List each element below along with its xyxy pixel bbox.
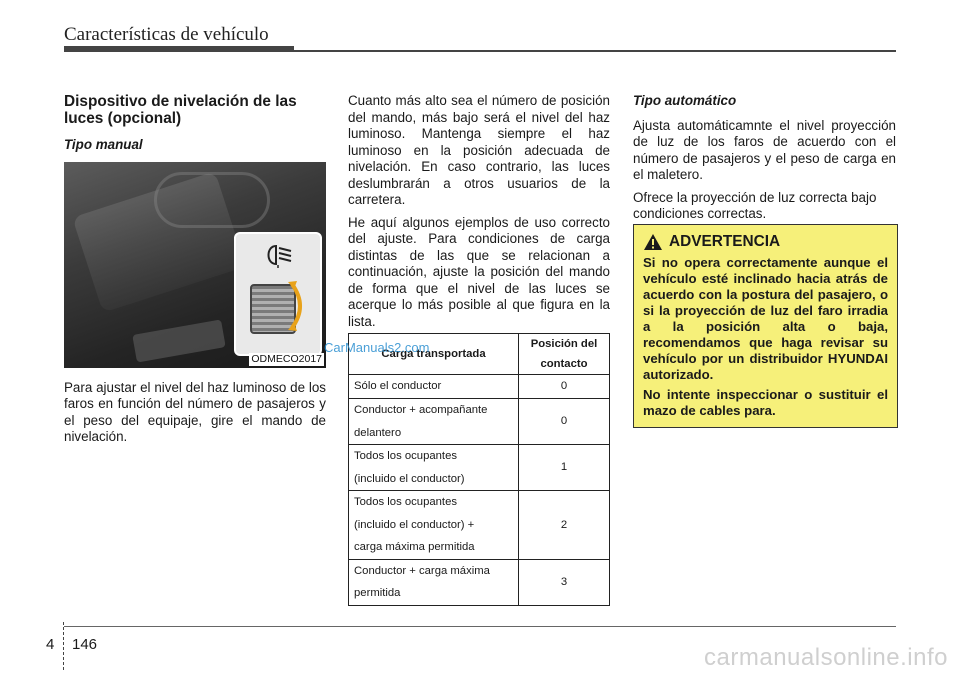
right-column [633, 93, 896, 229]
watermark: CarManuals2.com [324, 340, 430, 355]
table-row [349, 375, 610, 399]
row-position: 2 [519, 491, 610, 560]
section-heading: Dispositivo de nivelación de las luces (opcional) [64, 93, 297, 127]
row-load: Conductor + acompañante delantero [349, 399, 519, 445]
row-load: Conductor + carga máxima permitida [349, 559, 519, 605]
warning-title: ADVERTENCIA [669, 233, 781, 250]
table-row [349, 491, 610, 560]
photo-code: ODMECO2017 [251, 352, 322, 365]
row-position: 1 [519, 445, 610, 491]
row-position: 0 [519, 375, 610, 399]
table-row [349, 399, 610, 445]
warning-paragraph-1: Si no opera correctamente aunque el vehículo esté inclinado hacia atrás de acuerdo con la postura del pasajero, o si la proyección de luz del faro irradia a la posición alta o baja, recomendamos que haga revisar su vehículo por un distribuidor HYUNDAI autorizado. [643, 255, 888, 382]
row-position: 0 [519, 399, 610, 445]
table-row [349, 445, 610, 491]
manual-type-subheading: Tipo manual [64, 137, 143, 152]
headlamp-icon [262, 242, 294, 268]
row-load: Sólo el conductor [349, 375, 519, 399]
row-position: 3 [519, 559, 610, 605]
right-paragraph-2: Ofrece la proyección de luz correcta bajo condiciones correctas. [633, 189, 877, 221]
left-column [64, 93, 326, 452]
leveling-switch-photo [64, 162, 326, 368]
row-load: Todos los ocupantes (incluido el conductor) + carga máxima permitida [349, 491, 519, 560]
warning-title-row [643, 233, 888, 251]
warning-icon [643, 233, 663, 251]
right-paragraph-1: Ajusta automáticamnte el nivel proyección de luz de los faros de acuerdo con el número de pasajeros y el peso de carga en el maletero. [633, 117, 896, 182]
pedal [132, 319, 225, 362]
header-rule-thick [64, 46, 294, 52]
leveling-knob-inset [234, 232, 322, 356]
footer-section-number: 4 [46, 636, 55, 653]
header-load: Carga transportada [349, 334, 519, 375]
rotation-arrow-icon [288, 280, 310, 332]
footer-page-number: 146 [72, 636, 98, 653]
left-paragraph: Para ajustar el nivel del haz luminoso de los faros en función del número de pasajeros y el peso del equipaje, gire el mando de nivelación. [64, 379, 326, 444]
automatic-type-subheading: Tipo automático [633, 93, 737, 108]
header-rule-thin [294, 50, 896, 52]
middle-paragraph-1: Cuanto más alto sea el número de posición del mando, más bajo será el nivel del haz luminoso. Mantenga siempre el haz luminoso en la posición adecuada de nivelación. En caso contrario, las luces deslumbrarán a otros usuarios de la carretera. [348, 93, 610, 207]
footer-divider [63, 622, 64, 670]
middle-column [348, 93, 610, 336]
row-load: Todos los ocupantes (incluido el conductor) [349, 445, 519, 491]
site-watermark: carmanualsonline.info [704, 644, 948, 671]
air-vent [154, 172, 270, 228]
header-title: Características de vehículo [64, 24, 269, 45]
table-row [349, 559, 610, 605]
load-position-table [348, 333, 610, 606]
footer-rule [64, 626, 896, 627]
warning-paragraph-2: No intente inspeccionar o sustituir el mazo de cables para. [643, 387, 888, 418]
warning-box [633, 224, 898, 428]
middle-paragraph-2: He aquí algunos ejemplos de uso correcto del ajuste. Para condiciones de carga distintas de las que se relacionan a continuación, ajuste la posición del mando de forma que el nivel de las luces se acerque lo más posible al que figura en la lista. [348, 214, 610, 329]
header-position: Posición del contacto [519, 334, 610, 375]
